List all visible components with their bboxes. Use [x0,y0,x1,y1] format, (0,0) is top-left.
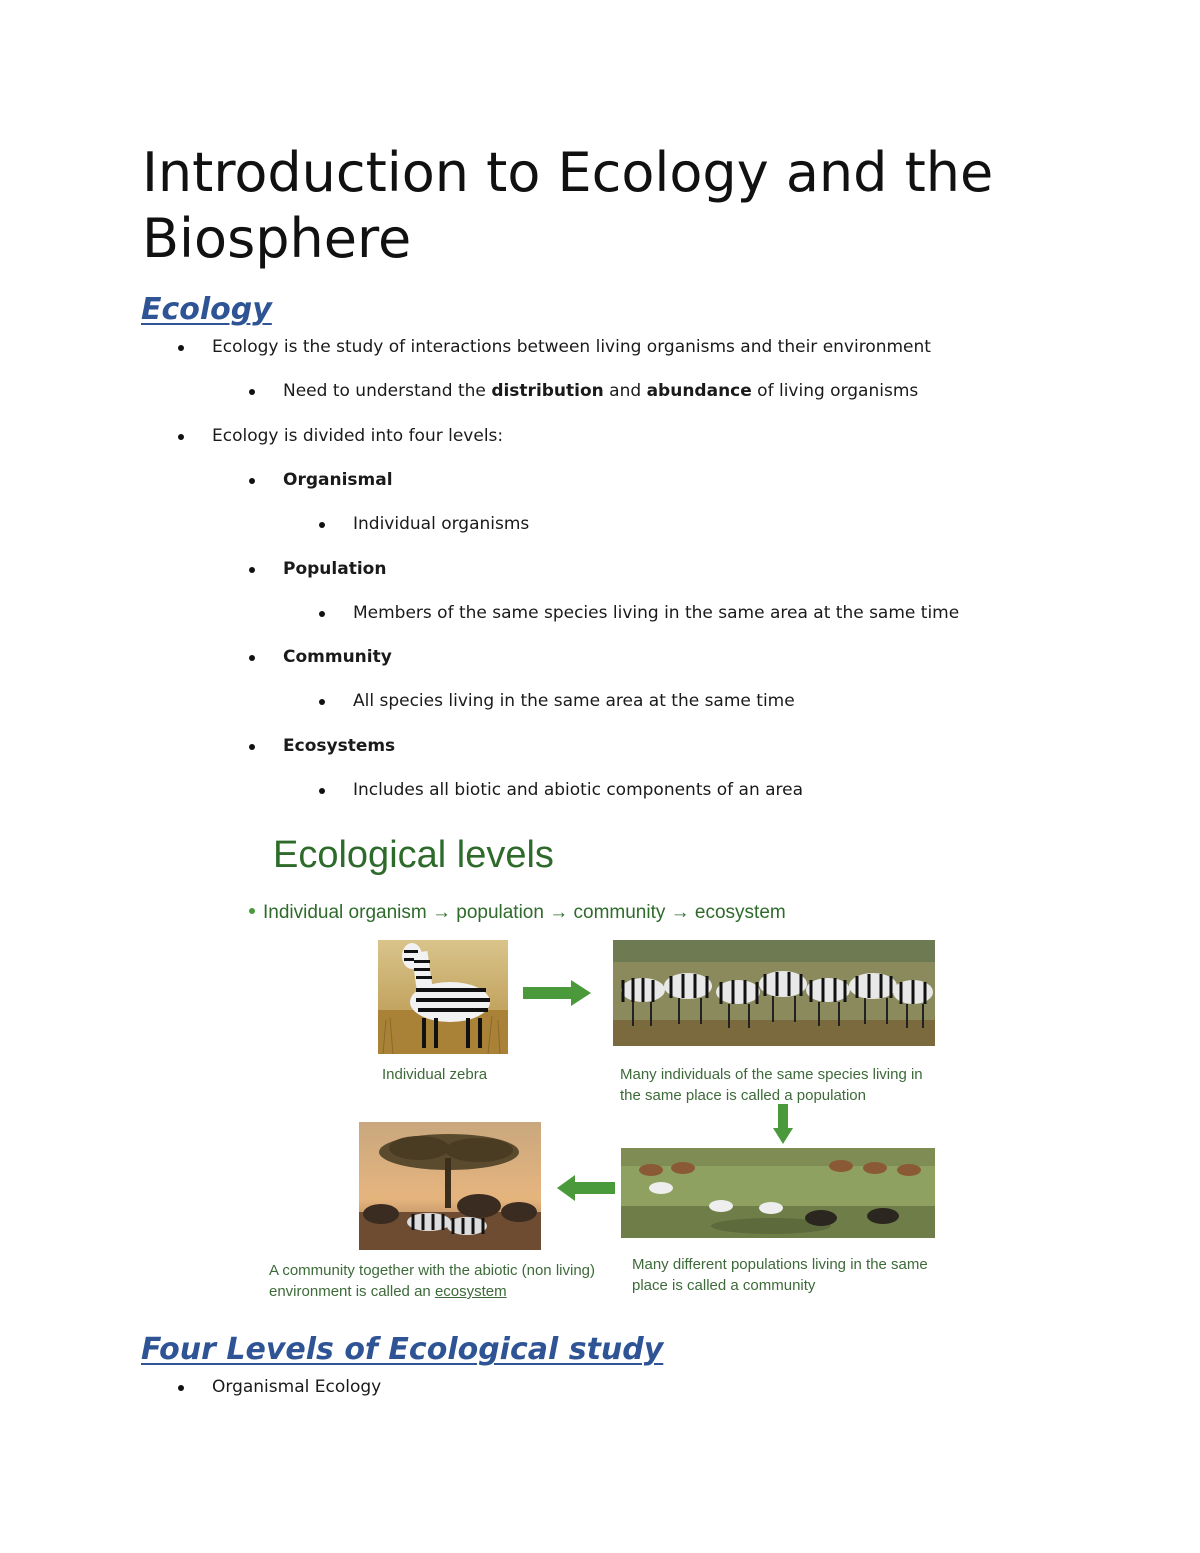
list-item [212,425,503,447]
page-title: Introduction to Ecology and the Biosphere [142,141,994,270]
bullet-icon [249,567,255,573]
level-desc-ecosystems [353,779,803,801]
level-name-population [283,558,386,580]
figure-subtitle-text: Individual organism → population → community → ecosystem [263,902,786,923]
bullet-text-part: Need to understand the [283,381,492,401]
figure-subtitle [249,902,786,924]
level-desc: All species living in the same area at the same time [353,691,795,711]
bullet-text: Ecology is divided into four levels: [212,426,504,446]
section-heading-ecology: Ecology [141,292,272,327]
caption-individual: Individual zebra [382,1066,488,1083]
level-desc: Includes all biotic and abiotic components of an area [353,780,804,800]
bullet-icon [249,389,255,395]
caption-ecosystem-text: A community together with the abiotic (non living) environment is called an [269,1262,595,1300]
caption-ecosystem-term: ecosystem [434,1283,507,1300]
arrow-left-icon [557,1175,615,1205]
list-item [212,1376,381,1398]
level-name: Organismal [283,470,393,490]
caption-community: Many different populations living in the same place is called a community [632,1256,928,1294]
level-name: Ecosystems [283,736,396,756]
list-item [212,336,931,358]
bullet-icon [319,611,325,617]
individual-zebra-photo [378,940,508,1054]
bold-term-abundance: abundance [646,381,752,401]
level-desc: Members of the same species living in the same area at the same time [353,603,960,623]
bullet-icon [178,345,184,351]
zebra-population-photo [613,940,935,1046]
ecological-levels-figure [245,830,945,1310]
bold-term-distribution: distribution [491,381,604,401]
bullet-icon [249,655,255,661]
level-name-community [283,646,392,668]
level-desc-organismal [353,513,529,535]
level-name-organismal [283,469,393,491]
level-name: Community [283,647,392,667]
community-photo [621,1148,935,1238]
ecosystem-photo [359,1122,541,1250]
level-desc-community [353,690,795,712]
bullet-icon [178,434,184,440]
bullet-icon [178,1385,184,1391]
arrow-down-icon [773,1104,793,1148]
list-item [283,380,918,402]
caption-ecosystem [269,1260,609,1302]
bullet-text-part: and [603,381,647,401]
level-desc: Individual organisms [353,514,530,534]
bullet-text-part: of living organisms [751,381,919,401]
bullet-icon [249,744,255,750]
section-heading-four-levels: Four Levels of Ecological study [141,1332,664,1367]
bullet-icon [319,699,325,705]
bullet-icon [249,908,255,914]
caption-population: Many individuals of the same species living in the same place is called a population [620,1066,923,1104]
bullet-icon [249,478,255,484]
arrow-right-icon [523,980,593,1010]
bullet-icon [319,522,325,528]
level-name-ecosystems [283,735,395,757]
figure-title: Ecological levels [273,834,554,876]
bullet-icon [319,788,325,794]
bullet-text: Ecology is the study of interactions between living organisms and their environment [212,337,931,357]
bullet-text: Organismal Ecology [212,1377,382,1397]
level-desc-population [353,602,959,624]
level-name: Population [283,559,387,579]
